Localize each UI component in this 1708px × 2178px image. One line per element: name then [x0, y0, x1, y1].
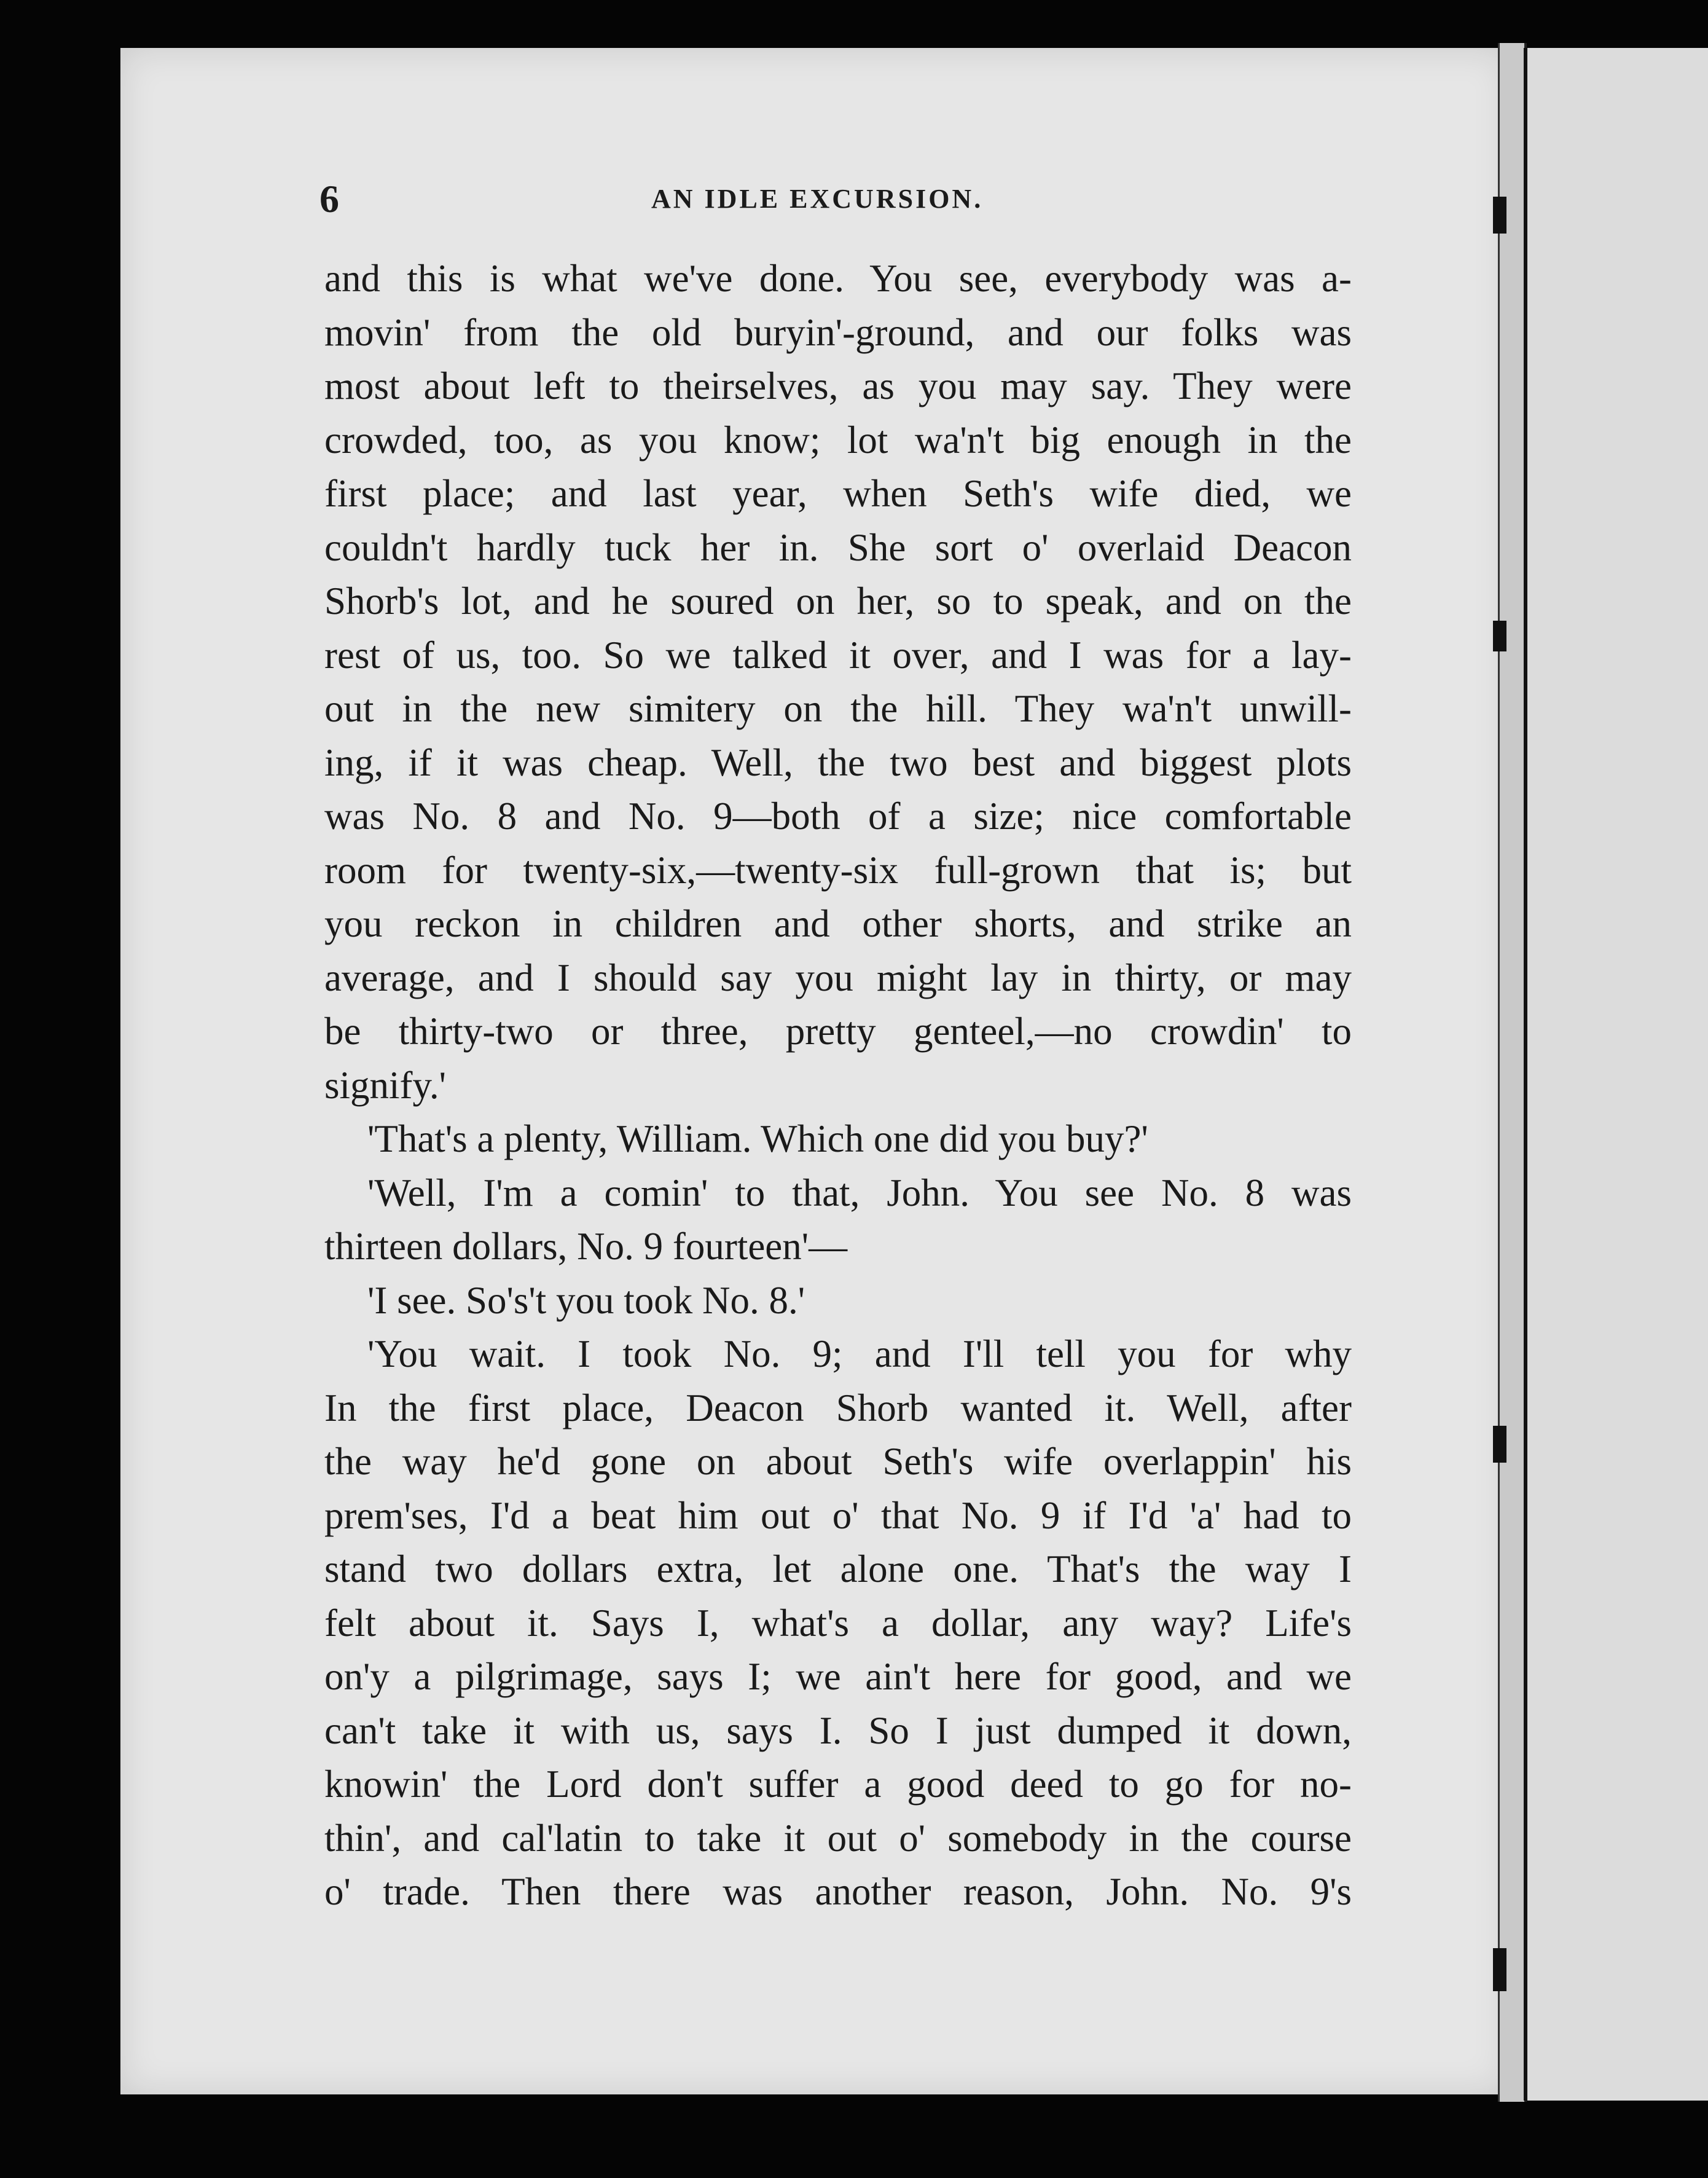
page-header [319, 173, 1487, 229]
text-line: Shorb's lot, and he soured on her, so to speak, and on the [324, 580, 1352, 623]
text-line: movin' from the old buryin'-ground, and our folks was [324, 310, 1352, 354]
text-line: stand two dollars extra, let alone one. That's the way I [324, 1547, 1352, 1590]
text-line: thirteen dollars, No. 9 fourteen'— [324, 1225, 848, 1268]
text-line: felt about it. Says I, what's a dollar, any way? Life's [324, 1601, 1352, 1645]
text-line: out in the new simitery on the hill. They wa'n't unwill- [324, 687, 1352, 730]
binding-clip-mark [1493, 1948, 1506, 1991]
text-line: on'y a pilgrimage, says I; we ain't here for good, and we [324, 1655, 1352, 1698]
text-line: first place; and last year, when Seth's wife died, we [324, 472, 1352, 515]
running-title: AN IDLE EXCURSION. [651, 184, 984, 214]
text-line: 'That's a plenty, William. Which one did you buy?' [367, 1117, 1148, 1160]
text-line: average, and I should say you might lay in thirty, or may [324, 956, 1352, 999]
text-line: you reckon in children and other shorts, and strike an [324, 902, 1352, 945]
text-line: rest of us, too. So we talked it over, and I was for a lay- [324, 633, 1352, 677]
text-line: ing, if it was cheap. Well, the two best and biggest plots [324, 741, 1352, 784]
text-line: prem'ses, I'd a beat him out o' that No. 9 if I'd 'a' had to [324, 1493, 1352, 1537]
text-line: couldn't hardly tuck her in. She sort o' overlaid Deacon [324, 525, 1352, 569]
text-line: crowded, too, as you know; lot wa'n't big enough in the [324, 418, 1352, 462]
text-line: most about left to theirselves, as you may say. They were [324, 364, 1352, 407]
text-line: 'I see. So's't you took No. 8.' [367, 1278, 805, 1322]
body-text [324, 252, 1352, 1919]
text-line: room for twenty-six,—twenty-six full-grown that is; but [324, 848, 1352, 892]
binding-clip-mark [1493, 621, 1506, 651]
page-number: 6 [319, 177, 339, 221]
text-line: 'You wait. I took No. 9; and I'll tell you for why [367, 1332, 1352, 1375]
text-line: 'Well, I'm a comin' to that, John. You see No. 8 was [367, 1171, 1352, 1214]
binding-clip-mark [1493, 197, 1506, 234]
text-line: knowin' the Lord don't suffer a good deed to go for no- [324, 1763, 1352, 1806]
text-line: thin', and cal'latin to take it out o' somebody in the course [324, 1816, 1352, 1860]
book-gutter [1498, 43, 1527, 2102]
text-line: In the first place, Deacon Shorb wanted it. Well, after [324, 1386, 1352, 1429]
binding-clip-mark [1493, 1426, 1506, 1463]
text-line: was No. 8 and No. 9—both of a size; nice comfortable [324, 795, 1352, 838]
facing-page-edge [1524, 48, 1708, 2101]
text-line: be thirty-two or three, pretty genteel,—no crowdin' to [324, 1010, 1352, 1053]
text-line: and this is what we've done. You see, everybody was a- [324, 257, 1352, 300]
text-line: signify.' [324, 1063, 447, 1107]
text-line: can't take it with us, says I. So I just dumped it down, [324, 1708, 1352, 1752]
text-line: o' trade. Then there was another reason, John. No. 9's [324, 1870, 1352, 1913]
text-line: the way he'd gone on about Seth's wife overlappin' his [324, 1440, 1352, 1483]
